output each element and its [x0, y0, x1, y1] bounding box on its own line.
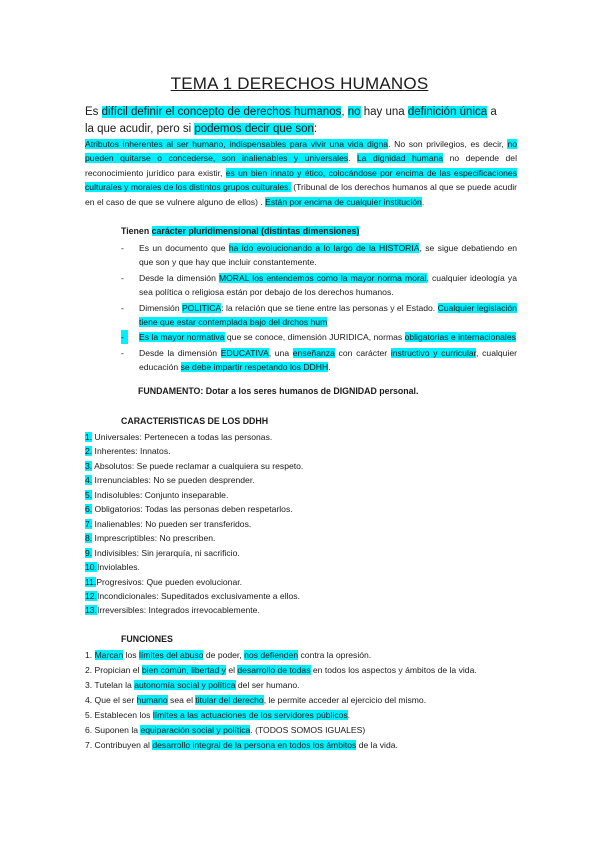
item-number: 2. [85, 446, 93, 457]
highlight: difícil definir el concepto de derechos humanos [101, 106, 342, 118]
list-item [85, 517, 517, 531]
list-item [121, 271, 517, 300]
item-text: contra la opresión. [298, 650, 372, 660]
highlight: no pueden quitarse o concederse, son inalienables y universales [85, 139, 517, 164]
list-item [85, 575, 517, 589]
list-item [85, 502, 517, 516]
highlight: humano [136, 695, 168, 705]
highlight: podemos decir que son [194, 123, 314, 135]
paragraph-text: . [421, 196, 425, 207]
bullet-dash: - [121, 272, 124, 283]
bullet-dash: - [121, 347, 124, 358]
item-text: Indivisibles: Sin jerarquía, ni sacrificio. [92, 547, 240, 558]
item-text: del ser humano. [235, 680, 300, 690]
item-number: 7. [85, 518, 93, 529]
highlight: MORAL los entendemos como la mayor norma moral [218, 272, 427, 283]
list-item [85, 708, 517, 723]
characteristics-list [85, 430, 517, 618]
item-text: el [225, 665, 238, 675]
item-number: 3. [85, 460, 93, 471]
item-number: 8. [85, 533, 93, 544]
item-number: 5. [85, 489, 93, 500]
item-text: Inviolables. [96, 562, 140, 573]
item-text: en todos los aspectos y ámbitos de la vida. [310, 665, 477, 675]
dimensions-subheading [121, 226, 359, 236]
highlight: se debe impartir respetando los DDHH [180, 362, 329, 373]
bullet-text: con carácter [334, 347, 391, 358]
item-text: Absolutos: Se puede reclamar a cualquiera su respeto. [92, 460, 304, 471]
paragraph-text: no depende del reconocimiento jurídico para existir, [85, 153, 517, 178]
item-number: 13. [85, 605, 97, 616]
item-text: 5. Establecen los [85, 710, 153, 720]
bullet-text: Desde la dimensión [139, 347, 221, 358]
item-text: Inherentes: Innatos. [92, 446, 171, 457]
item-text: . (TODOS SOMOS IGUALES) [250, 725, 366, 735]
item-text: Indisolubles: Conjunto inseparable. [92, 489, 229, 500]
paragraph-text: (Tribunal de los derechos humanos al que se puede acudir en el caso de que se vulnere alguno de ellos) . [85, 182, 517, 207]
functions-list [85, 648, 517, 753]
item-text: Progresivos: Que pueden evolucionar. [96, 576, 243, 587]
definition-paragraph [85, 137, 517, 209]
item-text: 3. Tutelan la [85, 680, 135, 690]
functions-heading: FUNCIONES [121, 634, 173, 644]
item-number: 11. [85, 576, 97, 587]
highlight: desarrollo integral de la persona en todos los ámbitos [152, 740, 357, 750]
bullet-dash: - [121, 243, 124, 253]
item-text: Incondicionales: Supeditados exclusivamente a ellos. [96, 590, 300, 601]
item-number: 10. [85, 562, 97, 573]
list-item [85, 430, 517, 444]
list-item [121, 330, 517, 344]
intro-text: , [341, 106, 348, 118]
paragraph-text: . No son privilegios, es decir, [388, 139, 508, 149]
highlight: límites del abuso [138, 650, 204, 660]
intro-text: hay una [360, 106, 408, 118]
intro-line-1 [85, 104, 517, 121]
item-text: 1. [85, 650, 95, 660]
page-title: TEMA 1 DERECHOS HUMANOS [170, 74, 429, 93]
list-item [85, 546, 517, 560]
list-item [85, 693, 517, 708]
highlight: Marcan [94, 650, 124, 660]
dimensions-list [121, 241, 517, 376]
item-number: 4. [85, 475, 93, 486]
bullet-text: : la relación que se tiene entre las personas y el Estado. [221, 302, 438, 313]
bullet-text: Es un documento que [139, 243, 229, 253]
list-item [85, 738, 517, 753]
highlight: instructivo y curricular [390, 347, 477, 358]
list-item [85, 488, 517, 502]
list-item [85, 603, 517, 617]
item-text: los [123, 650, 139, 660]
item-text: Inalienables: No pueden ser transferidos. [92, 518, 252, 529]
highlight: bien común, libertad y [141, 665, 226, 675]
intro-text: a [487, 106, 497, 118]
item-number: 9. [85, 547, 93, 558]
list-item [85, 459, 517, 473]
intro-line-2 [85, 121, 317, 138]
bullet-dash: - [121, 332, 124, 343]
item-text: 4. Que el ser [85, 695, 137, 705]
list-item [85, 648, 517, 663]
item-text: 7. Contribuyen al [85, 740, 153, 750]
subheading-text: Tienen [121, 226, 152, 236]
bullet-text: , se sigue debatiendo en que son y que hay que incluir constantemente. [139, 243, 518, 268]
highlight: desarrollo de todas [237, 665, 311, 675]
item-text: Imprescriptibles: No prescriben. [92, 533, 216, 544]
list-item [121, 346, 517, 375]
intro-text: la que acudir, pero si [85, 123, 195, 135]
item-text: Universales: Pertenecen a todas las personas. [92, 432, 273, 442]
intro-text: Es [85, 106, 102, 118]
bullet-text: , una [268, 347, 293, 358]
item-text: Irreversibles: Integrados irrevocablemente. [96, 605, 260, 616]
highlight: nos defienden [244, 650, 299, 660]
highlight: EDUCATIVA [220, 347, 269, 358]
item-number: 12. [85, 590, 97, 601]
intro-text: : [313, 123, 318, 135]
bullet-text: que se conoce, dimensión JURIDICA, normas [224, 332, 405, 343]
highlight: definición única [407, 106, 488, 118]
list-item [85, 723, 517, 738]
item-text: Irrenunciables: No se pueden desprender. [92, 475, 255, 486]
highlight: Están por encima de cualquier institución [265, 196, 422, 207]
list-item [85, 678, 517, 693]
fundamento-line: FUNDAMENTO: Dotar a los seres humanos de DIGNIDAD personal. [138, 386, 419, 396]
item-text: de poder, [203, 650, 245, 660]
highlight: la mayor normativa [151, 332, 225, 343]
list-item [121, 241, 517, 270]
item-text: sea el [167, 695, 196, 705]
list-item [121, 301, 517, 330]
item-text: , le permite acceder al ejercicio del mismo. [263, 695, 427, 705]
bullet-text: , cualquier ideología ya sea política o religiosa están por debajo de los derechos humanos. [139, 272, 517, 298]
bullet-text: . [328, 362, 331, 373]
item-text: 2. Propician el [85, 665, 142, 675]
highlight: no [347, 106, 361, 118]
paragraph-text: . [348, 153, 358, 164]
highlight: ha ido evolucionando a lo largo de la HISTORIA [228, 243, 420, 253]
item-text: 6. Suponen la [85, 725, 141, 735]
highlight: Cualquier legislación tiene que estar contemplada bajo del drchos hum [139, 302, 517, 328]
item-text: de la vida. [356, 740, 398, 750]
highlight: POLITICA [182, 302, 222, 313]
highlight: carácter pluridimensional (distintas dimensiones) [151, 226, 360, 236]
bullet-text: Dimensión [139, 302, 183, 313]
bullet-text: Desde la dimensión [139, 272, 219, 283]
list-item [85, 560, 517, 574]
list-item [85, 473, 517, 487]
characteristics-heading: CARACTERISTICAS DE LOS DDHH [121, 416, 269, 426]
highlight: equiparación social y política [140, 725, 251, 735]
item-number: 6. [85, 504, 93, 515]
highlight: titular del derecho [195, 695, 264, 705]
highlight: La dignidad humana [357, 153, 444, 164]
highlight: Es [139, 332, 152, 343]
highlight: enseñanza [292, 347, 335, 358]
list-item [85, 589, 517, 603]
bullet-text: , cualquier educación [139, 347, 517, 373]
highlight: es un bien innato y ético, colocándose por encima de las especificaciones culturales y morales de los distintos grupos culturales. [85, 167, 517, 193]
bullet-dash: - [121, 302, 124, 313]
list-item [85, 663, 517, 678]
highlight: Atributos inherentes al ser humano, indispensables para vivir una vida digna [85, 139, 389, 149]
item-text: . [347, 710, 351, 720]
highlight: límites a las actuaciones de los servidores públicos [152, 710, 348, 720]
highlight: autonomía social y política [134, 680, 236, 690]
item-number: 1. [85, 432, 93, 442]
list-item [85, 444, 517, 458]
list-item [85, 531, 517, 545]
highlight: obligatorias e internacionales [404, 332, 516, 343]
item-text: Obligatorios: Todas las personas deben respetarlos. [92, 504, 293, 515]
